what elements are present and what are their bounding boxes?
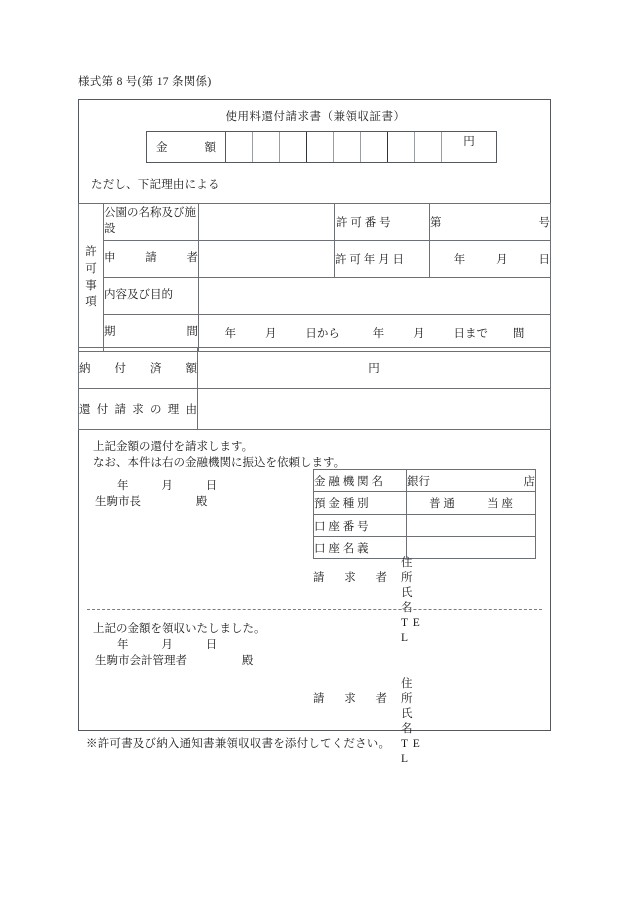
vertical-char-2: 可 <box>85 262 97 275</box>
receipt-honorific: 殿 <box>241 655 254 667</box>
account-number-input[interactable] <box>407 515 536 537</box>
claim-name-field[interactable]: 氏 名 <box>401 587 424 614</box>
claim-date-day: 日 <box>205 480 218 492</box>
permit-number-label <box>335 204 430 241</box>
receipt-date-month: 月 <box>161 639 173 651</box>
reason-char-1: 還 <box>79 404 91 416</box>
amount-digit-cell-6[interactable] <box>361 132 388 162</box>
claim-address-field[interactable]: 住 所 <box>401 557 424 584</box>
table-row <box>79 278 551 315</box>
bank-name-input[interactable] <box>407 470 536 492</box>
form-code-label: 様式第 8 号(第 17 条関係) <box>78 76 212 88</box>
table-row <box>79 315 551 352</box>
paid-char-3: 済 <box>150 363 162 375</box>
receipt-addressee-line <box>95 652 253 668</box>
permit-number-prefix: 第 <box>430 217 442 229</box>
claim-date-year: 年 <box>117 480 129 492</box>
park-name-input[interactable] <box>199 204 335 241</box>
page-title: 使用料還付請求書（兼領収証書） <box>225 111 406 123</box>
receipt-date-day: 日 <box>205 639 218 651</box>
permit-vertical-label <box>79 204 104 352</box>
amount-digit-cell-2[interactable] <box>253 132 280 162</box>
reason-char-2: 付 <box>96 404 109 416</box>
paid-amount-label <box>79 348 198 389</box>
amount-yen-cell[interactable] <box>442 132 496 162</box>
table-row <box>79 241 551 278</box>
permit-number-suffix: 号 <box>538 217 550 229</box>
claim-requester-char-3: 者 <box>375 572 387 584</box>
claim-statement-line2: なお、本件は右の金融機関に振込を依頼します。 <box>93 457 346 469</box>
bank-name-label: 金 融 機 関 名 <box>314 470 407 492</box>
account-number-label: 口 座 番 号 <box>314 515 407 537</box>
period-input[interactable] <box>199 315 551 352</box>
period-day-to: 日まで <box>453 328 488 340</box>
account-type-options[interactable] <box>407 492 536 515</box>
paid-amount-input[interactable] <box>198 348 551 389</box>
amount-digit-cell-4[interactable] <box>307 132 334 162</box>
claim-honorific: 殿 <box>195 496 208 508</box>
amount-label-gaku: 額 <box>204 142 216 154</box>
paid-char-2: 付 <box>114 363 126 375</box>
attachment-note: ※許可書及び納入通知書兼領収収書を添付してください。 <box>86 738 391 750</box>
claim-date-line[interactable] <box>117 477 217 493</box>
yen-unit-label: 円 <box>463 136 475 148</box>
permit-date-year: 年 <box>453 254 466 266</box>
receipt-tel-field[interactable]: T E L <box>401 738 421 765</box>
receipt-statement: 上記の金額を領収いたしました。 <box>93 623 266 635</box>
receipt-requester-char-2: 求 <box>344 693 356 705</box>
period-year-to: 年 <box>372 328 385 340</box>
period-char-1: 期 <box>104 326 116 339</box>
paid-amount-unit: 円 <box>368 363 380 375</box>
vertical-char-4: 項 <box>85 296 97 309</box>
paid-char-1: 納 <box>79 363 91 375</box>
permit-table <box>78 203 551 352</box>
section-divider <box>87 609 542 610</box>
receipt-address-field[interactable]: 住 所 <box>401 678 424 705</box>
receipt-date-line[interactable] <box>117 636 217 652</box>
permit-number-input[interactable] <box>430 204 551 241</box>
receipt-addressee: 生駒市会計管理者 <box>95 655 187 667</box>
applicant-char-1: 申 <box>104 252 116 265</box>
permit-date-label: 許 可 年 月 日 <box>335 241 430 278</box>
reason-char-3: 請 <box>114 404 126 416</box>
content-purpose-input[interactable] <box>199 278 551 315</box>
table-row <box>79 204 551 241</box>
park-name-label: 公園の名称及び施設 <box>104 204 199 241</box>
table-row <box>79 389 551 430</box>
claim-tel-field[interactable]: T E L <box>401 617 421 644</box>
amount-digit-cell-8[interactable] <box>415 132 442 162</box>
amount-digit-cell-7[interactable] <box>388 132 415 162</box>
bank-name-suffix-branch: 店 <box>523 475 535 488</box>
amount-row <box>146 131 497 163</box>
period-month-to: 月 <box>413 328 425 340</box>
proviso-text: ただし、下記理由による <box>91 179 220 191</box>
reason-char-4: 求 <box>132 404 144 416</box>
receipt-requester-char-3: 者 <box>375 693 387 705</box>
table-row <box>314 515 536 537</box>
permit-number-label-text: 許 可 番 号 <box>336 217 391 229</box>
bank-name-suffix-bank: 銀行 <box>407 475 430 488</box>
bank-account-table <box>313 469 536 559</box>
claim-statement-line1: 上記金額の還付を請求します。 <box>93 441 254 453</box>
amount-label-kin: 金 <box>156 142 168 154</box>
account-type-option-touza[interactable]: 当 座 <box>487 498 513 510</box>
claim-requester-char-2: 求 <box>344 572 356 584</box>
table-row <box>314 470 536 492</box>
receipt-requester-char-1: 請 <box>313 693 325 705</box>
reason-char-7: 由 <box>185 404 197 416</box>
permit-date-input[interactable] <box>430 241 551 278</box>
receipt-name-field[interactable]: 氏 名 <box>401 708 424 735</box>
reason-char-6: 理 <box>167 404 180 416</box>
content-purpose-label: 内容及び目的 <box>104 278 199 315</box>
amount-digit-cell-1[interactable] <box>226 132 253 162</box>
period-char-2: 間 <box>186 326 198 339</box>
receipt-requester-fields <box>401 677 431 767</box>
account-type-option-futsuu[interactable]: 普 通 <box>429 498 455 510</box>
receipt-requester-label <box>313 692 387 707</box>
permit-date-day: 日 <box>538 254 550 266</box>
paid-char-4: 額 <box>185 363 197 375</box>
period-day-from: 日から <box>305 328 340 340</box>
account-holder-label: 口 座 名 義 <box>314 537 407 559</box>
refund-reason-input[interactable] <box>198 389 551 430</box>
applicant-input[interactable] <box>199 241 335 278</box>
claim-requester-label <box>313 571 387 586</box>
period-duration: 間 <box>512 328 525 340</box>
reason-char-5: の <box>150 404 162 416</box>
receipt-date-year: 年 <box>117 639 129 651</box>
account-type-label: 預 金 種 別 <box>314 492 407 515</box>
claim-requester-char-1: 請 <box>313 572 325 584</box>
claim-date-month: 月 <box>161 480 173 492</box>
period-year-from: 年 <box>224 328 237 340</box>
claim-addressee-line <box>95 493 207 509</box>
table-row <box>79 348 551 389</box>
applicant-label <box>104 241 199 278</box>
table-row <box>314 492 536 515</box>
period-label <box>104 315 199 352</box>
claim-addressee: 生駒市長 <box>95 496 141 508</box>
vertical-char-3: 事 <box>85 279 97 292</box>
vertical-char-1: 許 <box>85 246 97 259</box>
paid-reason-table <box>78 347 551 430</box>
amount-digit-cell-5[interactable] <box>334 132 361 162</box>
permit-date-month: 月 <box>496 254 508 266</box>
period-month-from: 月 <box>265 328 277 340</box>
applicant-char-2: 請 <box>145 252 157 265</box>
applicant-char-3: 者 <box>186 252 198 265</box>
amount-label <box>147 132 226 162</box>
refund-reason-label <box>79 389 198 430</box>
amount-digit-cell-3[interactable] <box>280 132 307 162</box>
